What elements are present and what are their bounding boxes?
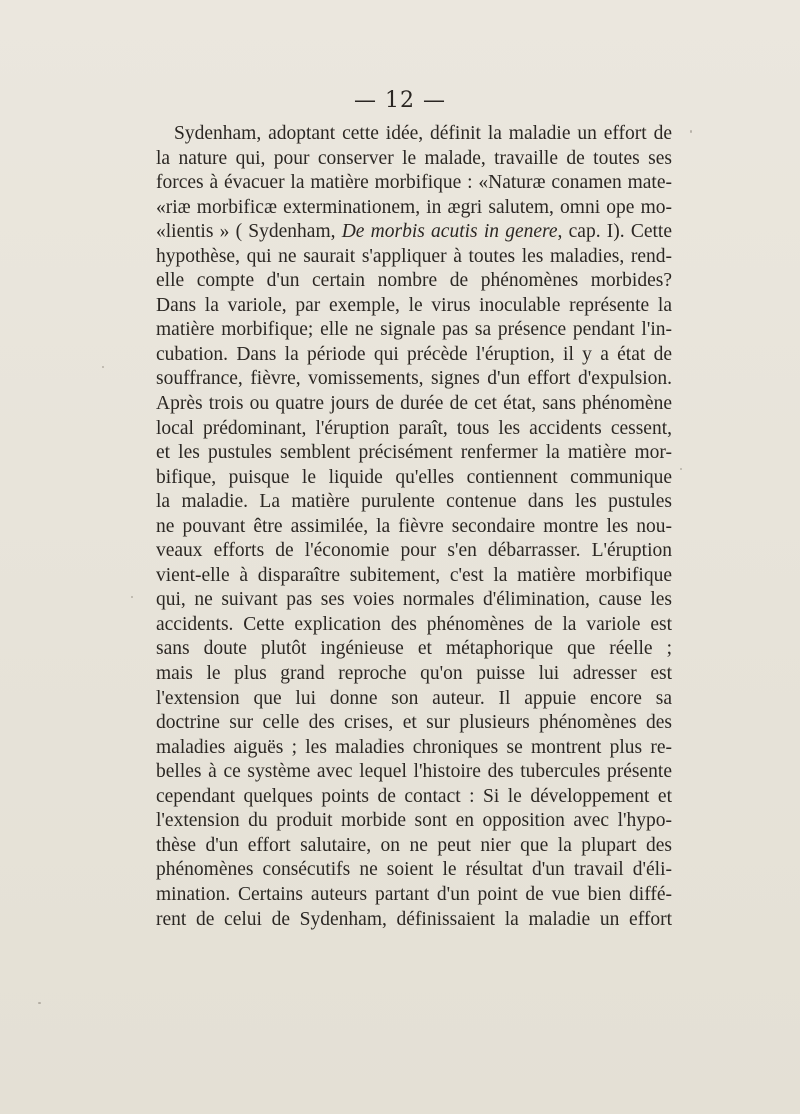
citation-title: De morbis acutis in genere bbox=[341, 221, 558, 243]
paper-speck bbox=[680, 468, 682, 470]
body-text bbox=[156, 122, 672, 932]
text-line: ne pouvant être assimilée, la fièvre secondaire montre les nou- bbox=[156, 515, 672, 537]
text-line: hypothèse, qui ne saurait s'appliquer à toutes les maladies, rend- bbox=[156, 245, 672, 267]
text-line: veaux efforts de l'économie pour s'en débarrasser. L'éruption bbox=[156, 540, 672, 562]
citation-prefix: «lientis » ( Sydenham, bbox=[156, 221, 342, 243]
page-number: — 12 — bbox=[354, 88, 446, 113]
text-line: local prédominant, l'éruption paraît, tous les accidents cessent, bbox=[156, 417, 672, 439]
citation-suffix: , cap. I). Cette bbox=[557, 221, 673, 243]
text-line: rent de celui de Sydenham, définissaient la maladie un effort bbox=[156, 908, 672, 930]
text-line: souffrance, fièvre, vomissements, signes d'un effort d'expulsion. bbox=[156, 368, 672, 390]
text-line: cubation. Dans la période qui précède l'éruption, il y a état de bbox=[156, 343, 672, 365]
text-line: Sydenham, adoptant cette idée, définit la maladie un effort de bbox=[174, 123, 672, 144]
text-line: qui, ne suivant pas ses voies normales d'élimination, cause les bbox=[156, 589, 672, 611]
paper-speck bbox=[38, 1002, 41, 1004]
text-line: thèse d'un effort salutaire, on ne peut nier que la plupart des bbox=[156, 834, 672, 856]
paper-speck bbox=[102, 366, 104, 368]
text-line: accidents. Cette explication des phénomènes de la variole est bbox=[156, 613, 672, 635]
text-line: belles à ce système avec lequel l'histoire des tubercules présente bbox=[156, 761, 672, 783]
text-line: vient-elle à disparaître subitement, c'est la matière morbifique bbox=[156, 564, 672, 586]
paper-speck bbox=[690, 130, 692, 133]
text-line: maladies aiguës ; les maladies chroniques se montrent plus re- bbox=[156, 736, 672, 758]
text-line: «riæ morbificæ exterminationem, in ægri salutem, omni ope mo- bbox=[156, 196, 672, 218]
text-line: phénomènes consécutifs ne soient le résultat d'un travail d'éli- bbox=[156, 859, 672, 881]
paper-speck bbox=[131, 596, 133, 598]
text-line: cependant quelques points de contact : Si le développement et bbox=[156, 785, 672, 807]
text-line: Dans la variole, par exemple, le virus inoculable représente la bbox=[156, 294, 672, 316]
text-line: bifique, puisque le liquide qu'elles contiennent communique bbox=[156, 466, 672, 488]
text-line: doctrine sur celle des crises, et sur plusieurs phénomènes des bbox=[156, 712, 672, 734]
text-line: la nature qui, pour conserver le malade, travaille de toutes ses bbox=[156, 147, 672, 169]
text-line: mais le plus grand reproche qu'on puisse lui adresser est bbox=[156, 663, 672, 685]
text-line-citation bbox=[156, 220, 672, 245]
text-line: Après trois ou quatre jours de durée de cet état, sans phénomène bbox=[156, 393, 672, 415]
text-line: l'extension que lui donne son auteur. Il appuie encore sa bbox=[156, 687, 672, 709]
text-line: sans doute plutôt ingénieuse et métaphorique que réelle ; bbox=[156, 638, 672, 660]
text-line: matière morbifique; elle ne signale pas sa présence pendant l'in- bbox=[156, 319, 672, 341]
text-line: elle compte d'un certain nombre de phénomènes morbides? bbox=[156, 270, 672, 292]
text-line: l'extension du produit morbide sont en opposition avec l'hypo- bbox=[156, 810, 672, 832]
text-line: mination. Certains auteurs partant d'un point de vue bien diffé- bbox=[156, 883, 672, 905]
text-line: la maladie. La matière purulente contenue dans les pustules bbox=[156, 491, 672, 513]
text-line: et les pustules semblent précisément renfermer la matière mor- bbox=[156, 442, 672, 464]
text-line: forces à évacuer la matière morbifique : «Naturæ conamen mate- bbox=[156, 172, 672, 194]
